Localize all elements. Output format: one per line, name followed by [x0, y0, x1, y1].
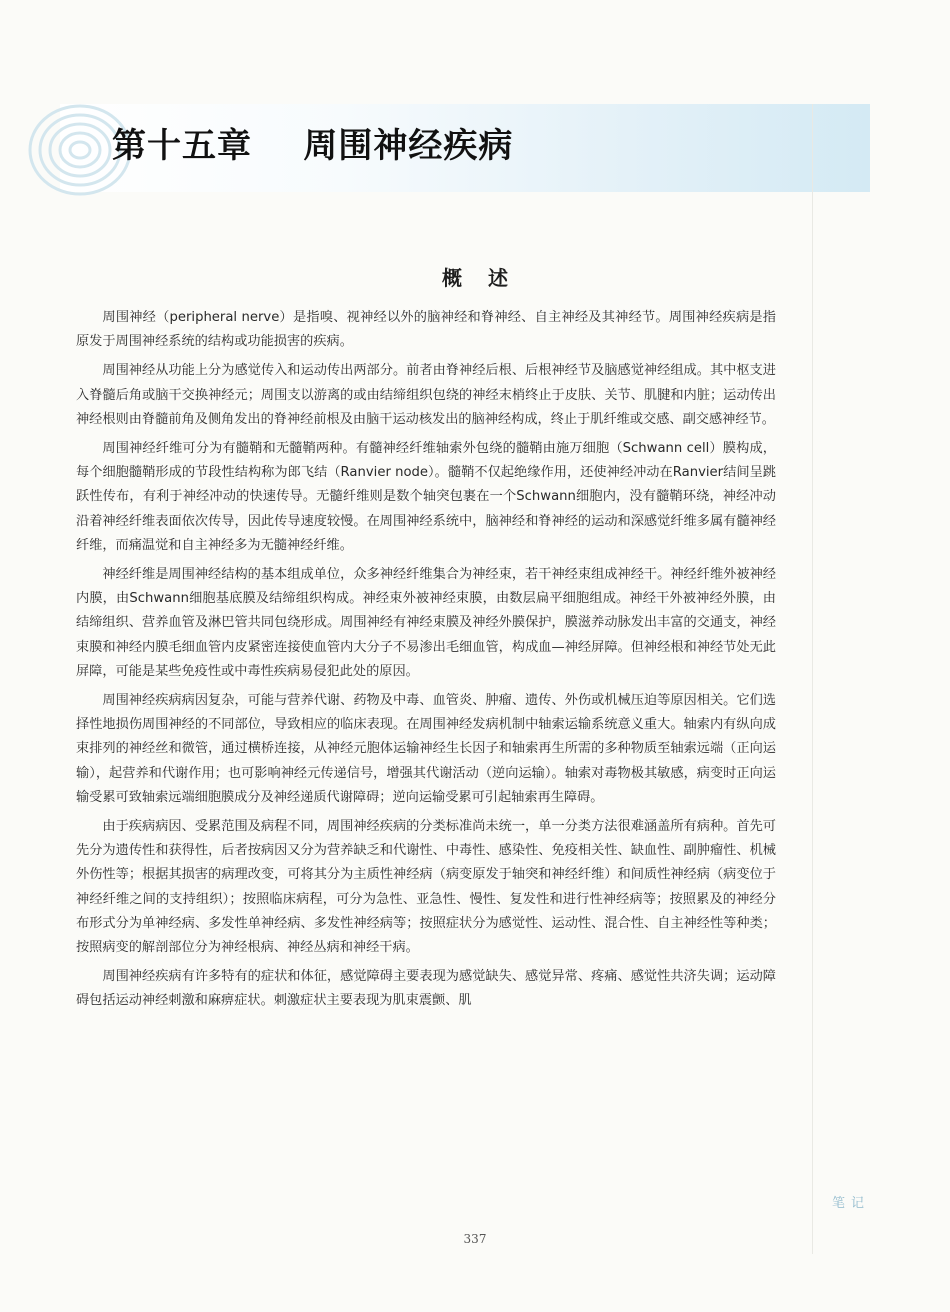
chapter-title: 第十五章 周围神经疾病 [112, 126, 514, 166]
paragraph: 周围神经（peripheral nerve）是指嗅、视神经以外的脑神经和脊神经、自主神经及其神经节。周围神经疾病是指原发于周围神经系统的结构或功能损害的疾病。 [76, 310, 776, 350]
body-text [76, 306, 776, 1019]
paragraph: 神经纤维是周围神经结构的基本组成单位，众多神经纤维集合为神经束，若干神经束组成神经干。神经纤维外被神经内膜，由Schwann细胞基底膜及结缔组织构成。神经束外被神经束膜，由数层扁平细胞组成。神经干外被神经外膜，由结缔组织、营养血管及淋巴管共同包绕形成。周围神经有神经束膜及神经外膜保护，膜滋养动脉发出丰富的交通支，神经束膜和神经内膜毛细血管内皮紧密连接使血管内大分子不易渗出毛细血管，构成血—神经屏障。但神经根和神经节处无此屏障，可能是某些免疫性或中毒性疾病易侵犯此处的原因。 [76, 567, 776, 679]
paragraph: 周围神经疾病有许多特有的症状和体征，感觉障碍主要表现为感觉缺失、感觉异常、疼痛、感觉性共济失调；运动障碍包括运动神经刺激和麻痹症状。刺激症状主要表现为肌束震颤、肌 [76, 969, 776, 1009]
page-number: 337 [463, 1232, 487, 1246]
paragraph: 由于疾病病因、受累范围及病程不同，周围神经疾病的分类标准尚未统一，单一分类方法很难涵盖所有病种。首先可先分为遗传性和获得性，后者按病因又分为营养缺乏和代谢性、中毒性、感染性、免疫相关性、缺血性、副肿瘤性、机械外伤性等；根据其损害的病理改变，可将其分为主质性神经病（病变原发于轴突和神经纤维）和间质性神经病（病变位于神经纤维之间的支持组织）；按照临床病程，可分为急性、亚急性、慢性、复发性和进行性神经病等；按照累及的神经分布形式分为单神经病、多发性单神经病、多发性神经病等；按照症状分为感觉性、运动性、混合性、自主神经性等种类；按照病变的解剖部位分为神经根病、神经丛病和神经干病。 [76, 819, 776, 956]
paragraph: 周围神经从功能上分为感觉传入和运动传出两部分。前者由脊神经后根、后根神经节及脑感觉神经组成。其中枢支进入脊髓后角或脑干交换神经元；周围支以游离的或由结缔组织包绕的神经末梢终止于皮肤、关节、肌腱和内脏；运动传出神经根则由脊髓前角及侧角发出的脊神经前根及由脑干运动核发出的脑神经构成，终止于肌纤维或交感、副交感神经节。 [76, 363, 776, 427]
paragraph: 周围神经疾病病因复杂，可能与营养代谢、药物及中毒、血管炎、肿瘤、遗传、外伤或机械压迫等原因相关。它们选择性地损伤周围神经的不同部位，导致相应的临床表现。在周围神经发病机制中轴索运输系统意义重大。轴索内有纵向成束排列的神经丝和微管，通过横桥连接，从神经元胞体运输神经生长因子和轴索再生所需的多种物质至轴索远端（正向运输），起营养和代谢作用；也可影响神经元传递信号，增强其代谢活动（逆向运输）。轴索对毒物极其敏感，病变时正向运输受累可致轴索远端细胞膜成分及神经递质代谢障碍；逆向运输受累可引起轴索再生障碍。 [76, 693, 776, 805]
paragraph: 周围神经纤维可分为有髓鞘和无髓鞘两种。有髓神经纤维轴索外包绕的髓鞘由施万细胞（Schwann cell）膜构成，每个细胞髓鞘形成的节段性结构称为郎飞结（Ranvier node）。髓鞘不仅起绝缘作用，还使神经冲动在Ranvier结间呈跳跃性传布，有利于神经冲动的快速传导。无髓纤维则是数个轴突包裹在一个Schwann细胞内，没有髓鞘环绕，神经冲动沿着神经纤维表面依次传导，因此传导速度较慢。在周围神经系统中，脑神经和脊神经的运动和深感觉纤维多属有髓神经纤维，而痛温觉和自主神经多为无髓神经纤维。 [76, 441, 776, 553]
notes-label: 笔记 [832, 1196, 871, 1211]
section-title: 概述 [442, 266, 534, 290]
